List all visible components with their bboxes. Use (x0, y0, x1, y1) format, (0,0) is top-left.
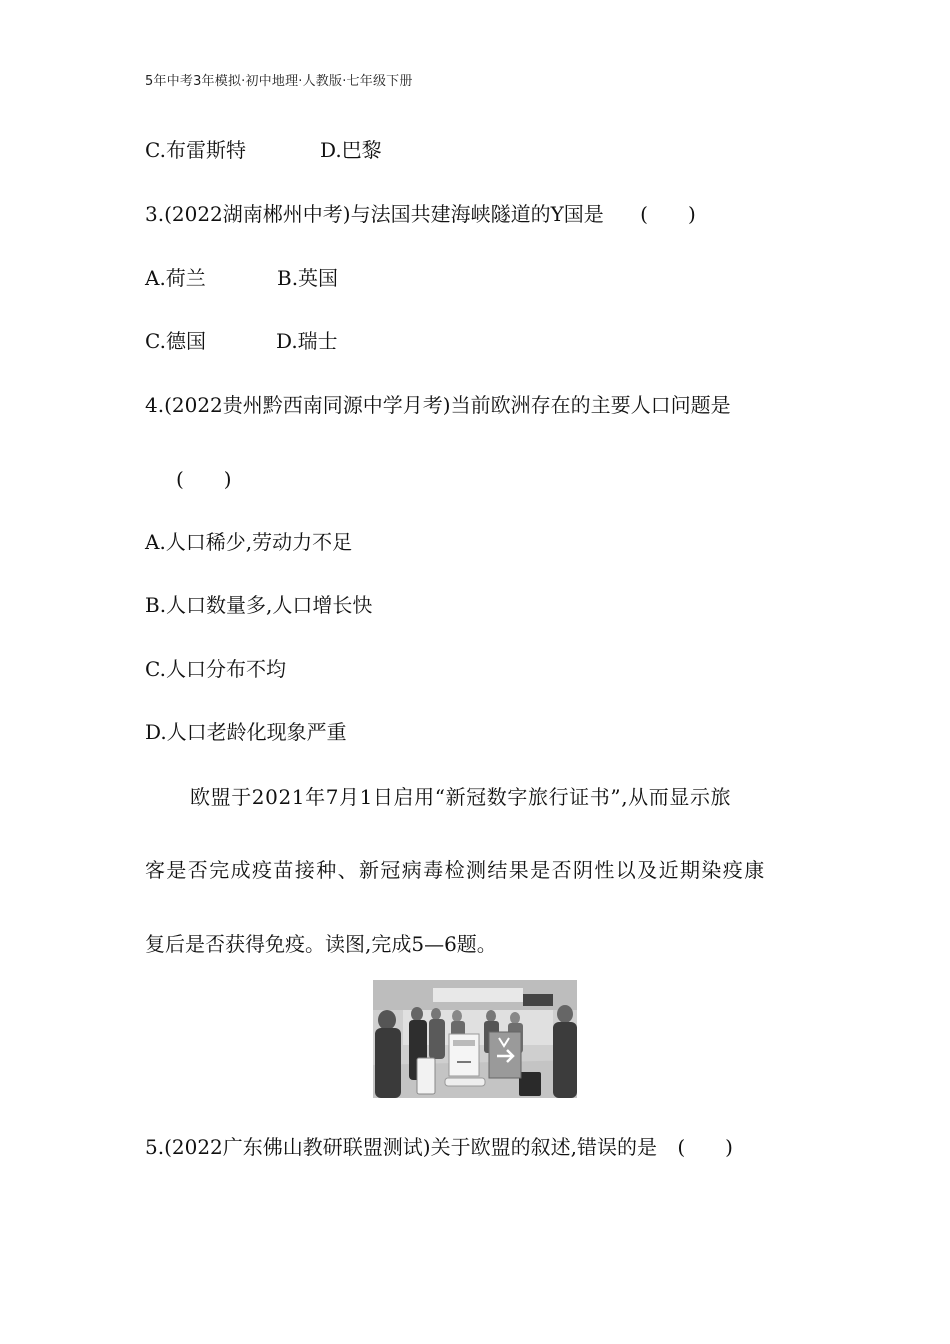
q3-options-row-ab (145, 266, 339, 290)
q3-option-c: C.德国 (145, 329, 206, 353)
airport-checkpoint-photo (373, 980, 577, 1098)
q4-option-b: B.人口数量多,人口增长快 (145, 593, 373, 617)
q4-stem: 4.(2022贵州黔西南同源中学月考)当前欧洲存在的主要人口问题是 (145, 393, 731, 417)
q3-answer-bracket: ( ) (640, 202, 696, 226)
q4-option-d: D.人口老龄化现象严重 (145, 720, 347, 744)
q4-answer-bracket: ( ) (176, 467, 232, 491)
q3-option-d: D.瑞士 (276, 329, 338, 353)
q3-option-b: B.英国 (277, 266, 339, 290)
q2-options-row-cd (145, 138, 382, 162)
q5-answer-bracket: ( ) (677, 1135, 733, 1159)
q4-option-c: C.人口分布不均 (145, 657, 286, 681)
q3-stem-line (145, 202, 696, 226)
q5-stem: 5.(2022广东佛山教研联盟测试)关于欧盟的叙述,错误的是 (145, 1135, 657, 1159)
passage-line-2: 客是否完成疫苗接种、新冠病毒检测结果是否阴性以及近期染疫康 (145, 858, 766, 882)
q2-option-d: D.巴黎 (320, 138, 382, 162)
passage-line-1: 欧盟于2021年7月1日启用“新冠数字旅行证书”,从而显示旅 (190, 785, 732, 809)
q3-options-row-cd (145, 329, 338, 353)
q5-stem-line (145, 1135, 733, 1159)
q4-stem-line (145, 393, 731, 417)
page-header: 5年中考3年模拟·初中地理·人教版·七年级下册 (145, 74, 413, 89)
q3-option-a: A.荷兰 (145, 266, 206, 290)
q4-option-a: A.人口稀少,劳动力不足 (145, 530, 353, 554)
q2-option-c: C.布雷斯特 (145, 138, 246, 162)
q3-stem: 3.(2022湖南郴州中考)与法国共建海峡隧道的Y国是 (145, 202, 604, 226)
passage-line-3: 复后是否获得免疫。读图,完成5—6题。 (145, 932, 497, 956)
